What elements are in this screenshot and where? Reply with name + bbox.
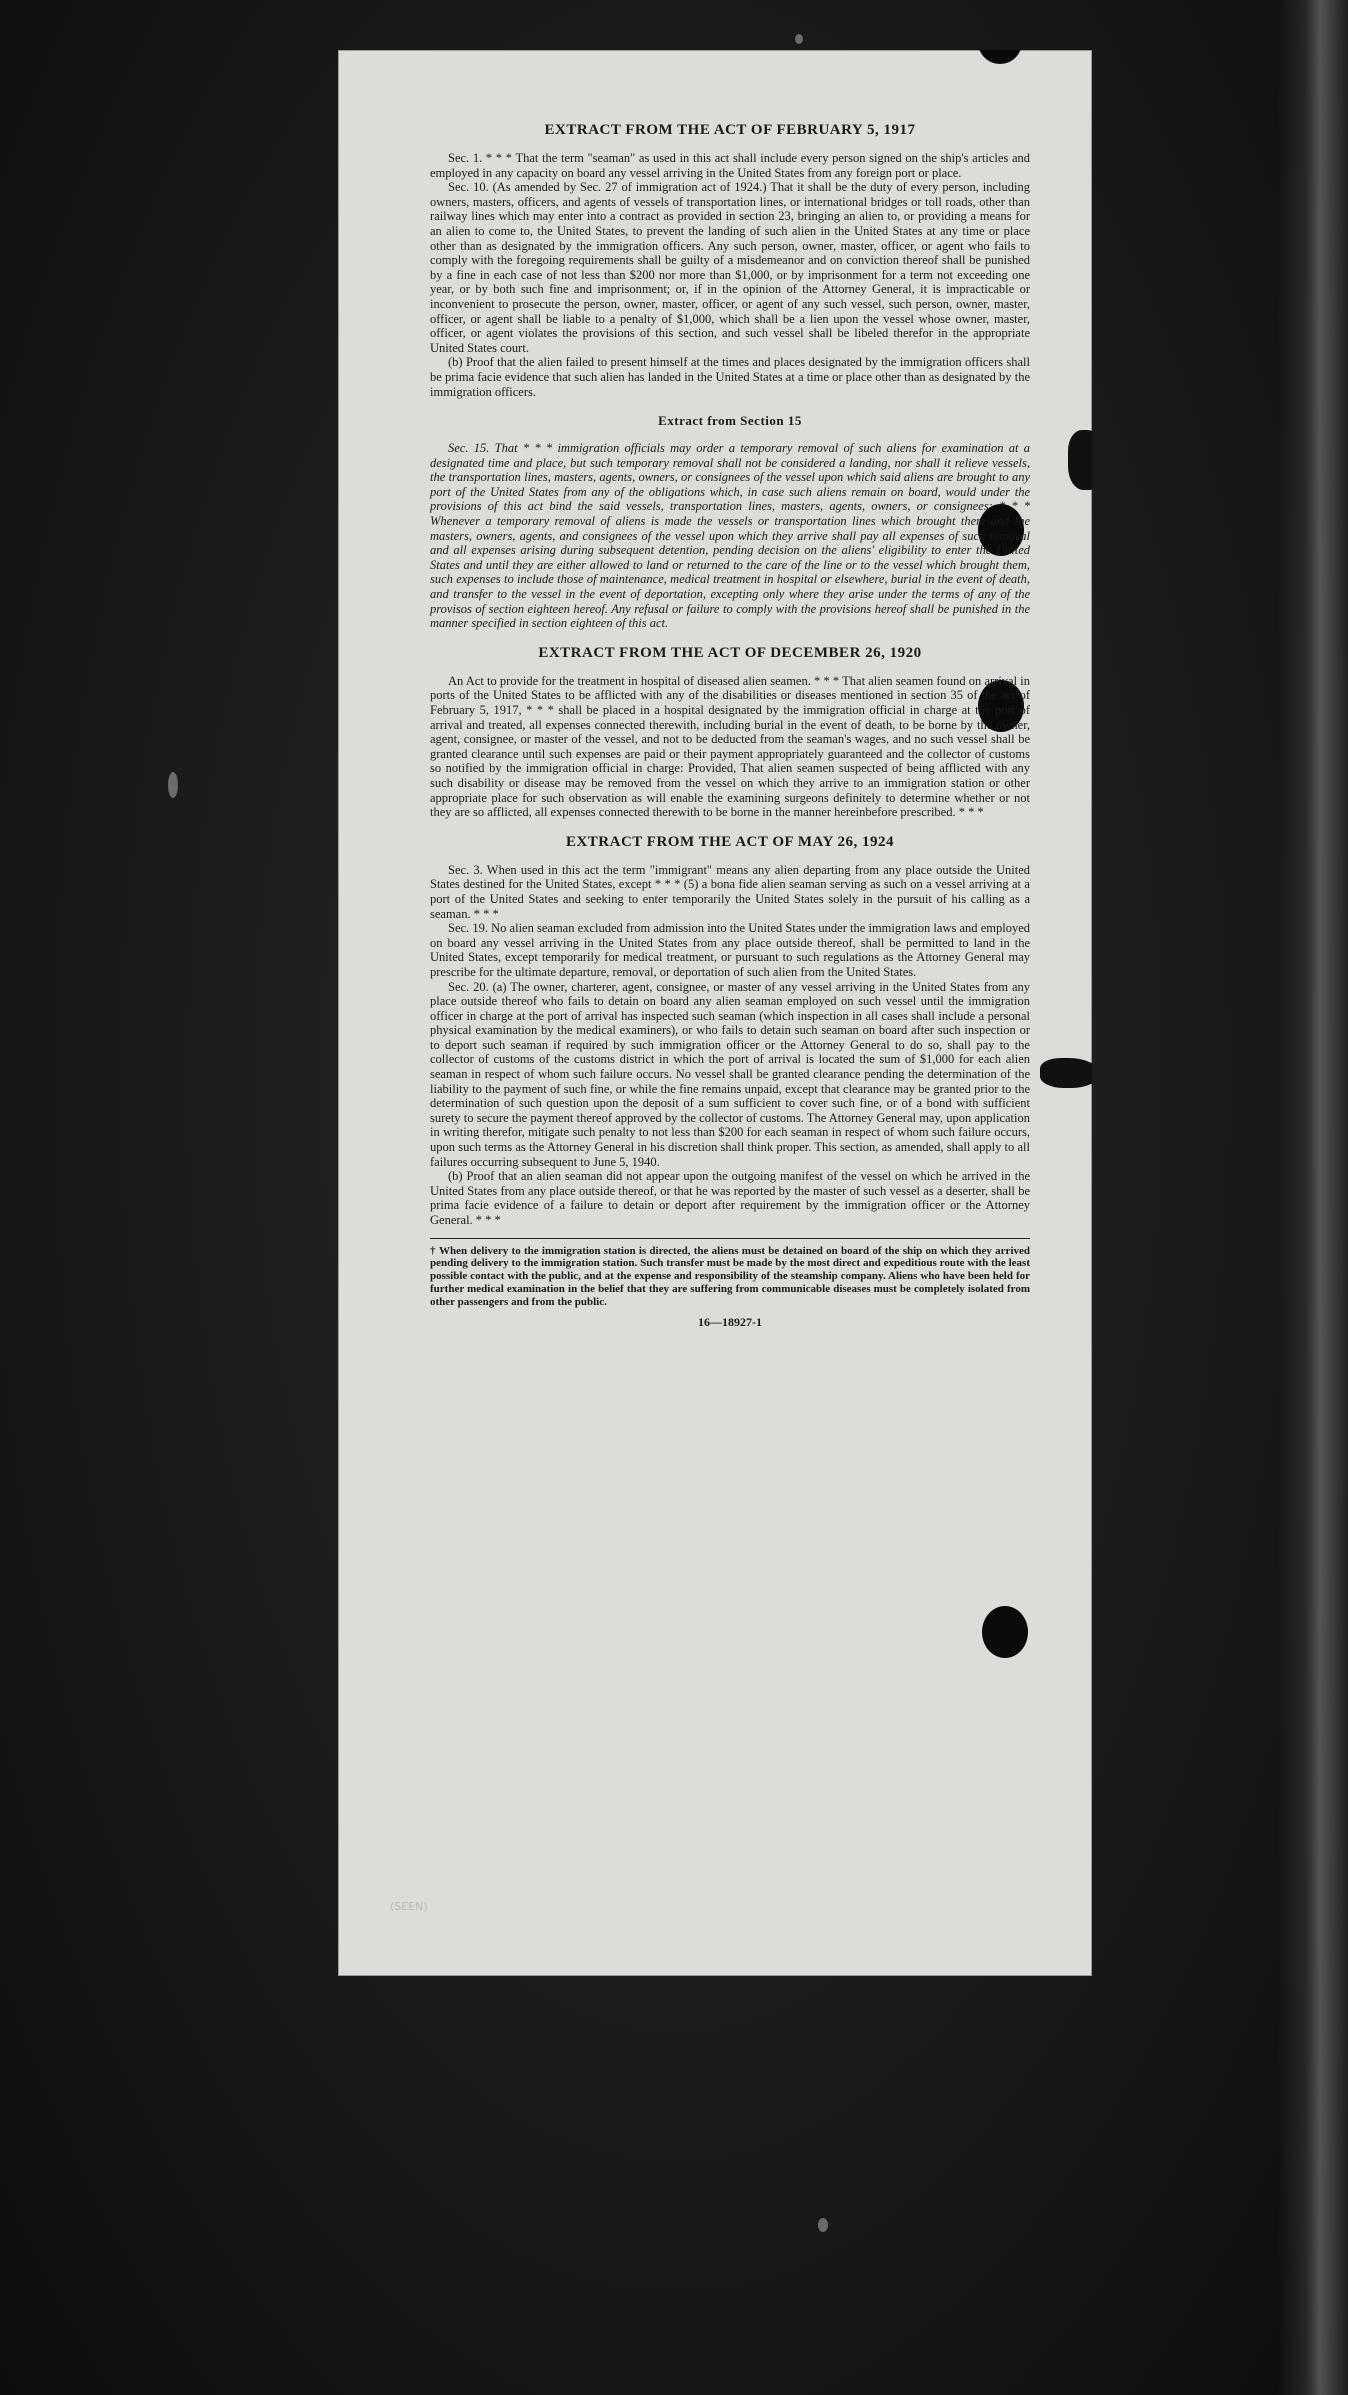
paragraph-sec-3: Sec. 3. When used in this act the term "immigrant" means any alien departing from any place outside the United States destined for the United States, except * * * (5) a bona fide alien seaman serving as such on a vessel arriving at a port of the United States and seeking to enter temporarily the United States solely in the pursuit of his calling as a seaman. * * * bbox=[430, 862, 1030, 921]
form-code: 16—18927-1 bbox=[698, 1314, 762, 1329]
footnote: † When delivery to the immigration station is directed, the aliens must be detained on board of the ship on which they arrived pending delivery to the immigration station. Such transfer must be made by the most direct and expeditious route with the least possible contact with the public, and at the expense and responsibility of the steamship company. Aliens who have been held for further medical examination in the belief that they are suffering from communicable diseases must be completely isolated from other passengers and from the public. bbox=[430, 1244, 1030, 1308]
paragraph-sec-20-a: Sec. 20. (a) The owner, charterer, agent, consignee, or master of any vessel arriving in the United States from any place outside thereof who fails to detain on board any alien seaman employed on such vessel until the immigration officer in charge at the port of arrival has inspected such seaman (which inspection in all cases shall include a personal physical examination by the medical examiners), or who fails to detain such seaman on board after such inspection or to deport such seaman if required by such immigration officer or the Attorney General to do so, shall pay to the collector of customs of the customs district in which the port of arrival is located the sum of $1,000 for each alien seaman in respect of whom such failure occurs. No vessel shall be granted clearance pending the determination of the liability to the payment of such fine, or while the fine remains unpaid, except that clearance may be granted prior to the determination of such question upon the deposit of a sum sufficient to cover such fine, or of a bond with sufficient surety to secure the payment thereof approved by the collector of customs. The Attorney General may, upon application in writing therefor, mitigate such penalty to not less than $200 for each seaman in respect of whom such failure occurs, upon such terms as the Attorney General in his discretion shall think proper. This section, as amended, shall apply to all failures occurring subsequent to June 5, 1940. bbox=[430, 979, 1030, 1169]
page-tear bbox=[1068, 430, 1092, 490]
scanner-edge bbox=[1278, 0, 1348, 2395]
punch-hole bbox=[978, 50, 1022, 64]
paragraph-sec-1: Sec. 1. * * * That the term "seaman" as used in this act shall include every person signed on the ship's articles and employed in any capacity on board any vessel arriving in the United States from any foreign port or place. bbox=[430, 151, 1030, 180]
heading-section-15: Extract from Section 15 bbox=[658, 413, 802, 429]
paragraph-act-1920: An Act to provide for the treatment in hospital of diseased alien seamen. * * * That alien seamen found on arrival in ports of the United States to be afflicted with any of the disabilities or diseases mentioned in section 35 of the act of February 5, 1917, * * * shall be placed in a hospital designated by the immigration official in charge at the port of arrival and treated, all expenses connected therewith, including burial in the event of death, to be borne by the owner, agent, consignee, or master of the vessel, and not to be deducted from the seaman's wages, and no such vessel shall be granted clearance until such expenses are paid or their payment appropriately guaranteed and the collector of customs so notified by the immigration official in charge: Provided, That alien seamen suspected of being afflicted with any such disability or disease may be removed from the vessel on which they arrive to an immigration station or other appropriate place for such observation as will enable the examining surgeons definitely to determine whether or not they are so afflicted, all expenses connected therewith to be borne in the manner hereinbefore prescribed. * * * bbox=[430, 673, 1030, 820]
paragraph-sec-10: Sec. 10. (As amended by Sec. 27 of immigration act of 1924.) That it shall be the duty of every person, including owners, masters, officers, and agents of vessels of transportation lines, or international bridges or toll roads, other than railway lines which may enter into a contract as provided in section 23, bringing an alien to, or providing a means for an alien to come to, the United States, to prevent the landing of such alien in the United States at any time or place other than as designated by the immigration officers. Any such person, owner, master, officer, or agent who fails to comply with the foregoing requirements shall be guilty of a misdemeanor and on conviction thereof shall be punished by a fine in each case of not less than $200 nor more than $1,000, or by imprisonment for a term not exceeding one year, or by both such fine and imprisonment; or, if in the opinion of the Attorney General, it is impracticable or inconvenient to prosecute the person, owner, master, officer, or agent of any such vessel, such person, owner, master, officer, or agent shall be liable to a penalty of $1,000, which shall be a lien upon the vessel whose owner, master, officer, or agent violates the provisions of this section, and such vessel shall be libeled therefor in the appropriate United States court. bbox=[430, 180, 1030, 355]
heading-act-1924: EXTRACT FROM THE ACT OF MAY 26, 1924 bbox=[565, 833, 895, 850]
document-page bbox=[338, 50, 1092, 1976]
scan-speck bbox=[795, 34, 803, 44]
paragraph-sec-19: Sec. 19. No alien seaman excluded from admission into the United States under the immigration laws and employed on board any vessel arriving in the United States from any place outside thereof, shall be permitted to land in the United States, except temporarily for medical treatment, or pursuant to such regulations as the Attorney General may prescribe for the ultimate departure, removal, or deportation of such alien from the United States. bbox=[430, 921, 1030, 979]
scan-speck bbox=[168, 772, 178, 798]
paragraph-sec-15: Sec. 15. That * * * immigration officials may order a temporary removal of such aliens for examination at a designated time and place, but such temporary removal shall not be considered a landing, nor shall it relieve vessels, the transportation lines, masters, agents, owners, or consignees of the vessel upon which said aliens are brought to any port of the United States from any of the obligations which, in case such aliens remain on board, would under the provisions of this act bind the said vessels, transportation lines, masters, agents, owners, or consignees: * * * Whenever a temporary removal of aliens is made the vessels or transportation lines which brought them and the masters, owners, agents, and consignees of the vessel upon which they arrive shall pay all expenses of such removal and all expenses arising during subsequent detention, pending decision on the aliens' eligibility to enter the United States and until they are either allowed to land or returned to the care of the line or to the vessel which brought them, such expenses to include those of maintenance, medical treatment in hospital or elsewhere, burial in the event of death, and transfer to the vessel in the event of deportation, excepting only where they arise under the terms of any of the provisos of section eighteen hereof. Any refusal or failure to comply with the provisions hereof shall be punished in the manner specified in section eighteen of this act. bbox=[430, 441, 1030, 631]
punch-hole bbox=[982, 1606, 1028, 1658]
ghost-text: (SEEN) bbox=[390, 1900, 428, 1913]
paragraph-sec-10-b: (b) Proof that the alien failed to present himself at the times and places designated by the immigration officers shall be prima facie evidence that such alien has landed in the United States at a time or place other than as designated by the immigration officers. bbox=[430, 355, 1030, 399]
footnote-rule bbox=[430, 1238, 1030, 1239]
heading-act-1917: EXTRACT FROM THE ACT OF FEBRUARY 5, 1917 bbox=[544, 122, 916, 138]
paragraph-sec-20-b: (b) Proof that an alien seaman did not appear upon the outgoing manifest of the vessel on which he arrived in the United States from any place outside thereof, or that he was reported by the master of such vessel as a deserter, shall be prima facie evidence of a failure to detain or deport after requirement by the immigration officer or the Attorney General. * * * bbox=[430, 1169, 1030, 1227]
scan-speck bbox=[818, 2218, 828, 2232]
document-body bbox=[430, 122, 1030, 1330]
page-tear bbox=[1040, 1058, 1092, 1088]
heading-act-1920: EXTRACT FROM THE ACT OF DECEMBER 26, 1920 bbox=[538, 644, 922, 661]
